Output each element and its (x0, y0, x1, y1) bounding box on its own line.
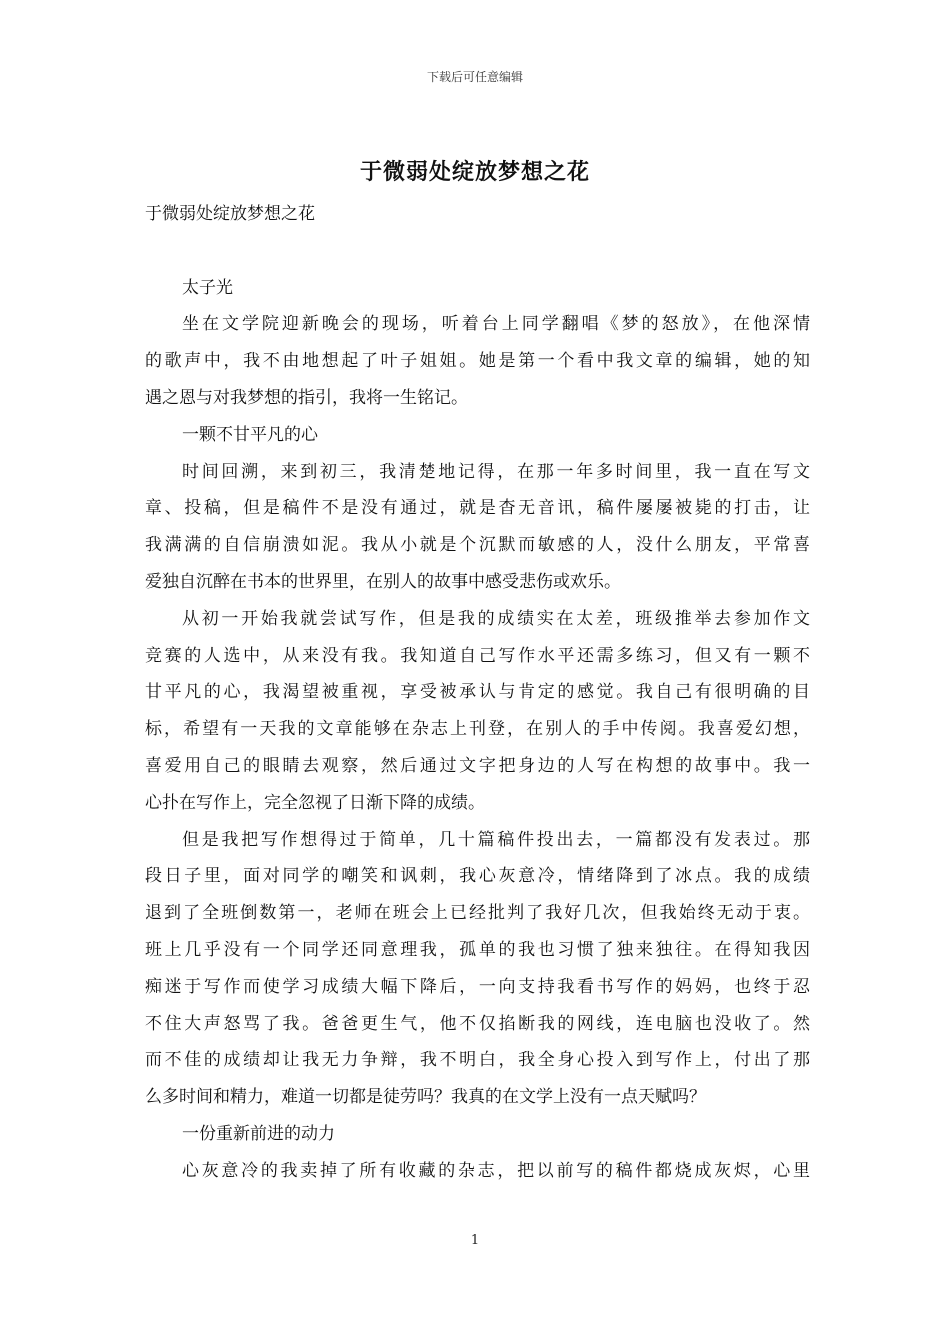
text-line: 心扑在写作上，完全忽视了日渐下降的成绩。 (145, 792, 485, 813)
text-line: 从初一开始我就尝试写作，但是我的成绩实在太差，班级推举去参加作文 (182, 608, 810, 629)
document-body (145, 196, 810, 1190)
text-line: 班上几乎没有一个同学还同意理我，孤单的我也习惯了独来独往。在得知我因 (145, 939, 810, 960)
text-line: 心灰意冷的我卖掉了所有收藏的杂志，把以前写的稿件都烧成灰烬，心里 (182, 1160, 810, 1181)
text-line: 不住大声怒骂了我。爸爸更生气，他不仅掐断我的网线，连电脑也没收了。然 (145, 1013, 810, 1034)
text-line: 竞赛的人选中，从来没有我。我知道自己写作水平还需多练习，但又有一颗不 (145, 645, 810, 666)
text-line: 遇之恩与对我梦想的指引，我将一生铭记。 (145, 387, 468, 408)
text-line: 而不佳的成绩却让我无力争辩，我不明白，我全身心投入到写作上，付出了那 (145, 1050, 810, 1071)
header-note: 下载后可任意编辑 (426, 70, 523, 84)
blank-line (145, 233, 810, 270)
document-title: 于微弱处绽放梦想之花 (359, 159, 590, 185)
text-line: 坐在文学院迎新晚会的现场，听着台上同学翻唱《梦的怒放》，在他深情 (182, 314, 810, 335)
author-line: 太子光 (182, 277, 233, 298)
text-line: 时间回溯，来到初三，我清楚地记得，在那一年多时间里，我一直在写文 (182, 461, 810, 482)
text-line: 我满满的自信崩溃如泥。我从小就是个沉默而敏感的人，没什么朋友，平常喜 (145, 535, 810, 556)
page-number: 1 (470, 1233, 480, 1248)
text-line: 段日子里，面对同学的嘲笑和讽刺，我心灰意冷，情绪降到了冰点。我的成绩 (145, 866, 810, 887)
text-line: 么多时间和精力，难道一切都是徒劳吗？我真的在文学上没有一点天赋吗？ (145, 1087, 706, 1108)
text-line: 喜爱用自己的眼睛去观察，然后通过文字把身边的人写在构想的故事中。我一 (145, 755, 810, 776)
text-line: 甘平凡的心，我渴望被重视，享受被承认与肯定的感觉。我自己有很明确的目 (145, 682, 810, 703)
text-line: 一颗不甘平凡的心 (182, 424, 318, 445)
text-line: 的歌声中，我不由地想起了叶子姐姐。她是第一个看中我文章的编辑，她的知 (145, 351, 810, 372)
body-lines (145, 306, 810, 1189)
subtitle-line: 于微弱处绽放梦想之花 (145, 204, 315, 224)
text-line: 一份重新前进的动力 (182, 1123, 335, 1144)
text-line: 退到了全班倒数第一，老师在班会上已经批判了我好几次，但我始终无动于衷。 (145, 903, 810, 924)
text-line: 爱独自沉醉在书本的世界里，在别人的故事中感受悲伤或欢乐。 (145, 571, 621, 592)
text-line: 痴迷于写作而使学习成绩大幅下降后，一向支持我看书写作的妈妈，也终于忍 (145, 976, 810, 997)
text-line: 但是我把写作想得过于简单，几十篇稿件投出去，一篇都没有发表过。那 (182, 829, 810, 850)
text-line: 章、投稿，但是稿件不是没有通过，就是杳无音讯，稿件屡屡被毙的打击，让 (145, 498, 810, 519)
text-line: 标，希望有一天我的文章能够在杂志上刊登，在别人的手中传阅。我喜爱幻想， (145, 719, 810, 740)
